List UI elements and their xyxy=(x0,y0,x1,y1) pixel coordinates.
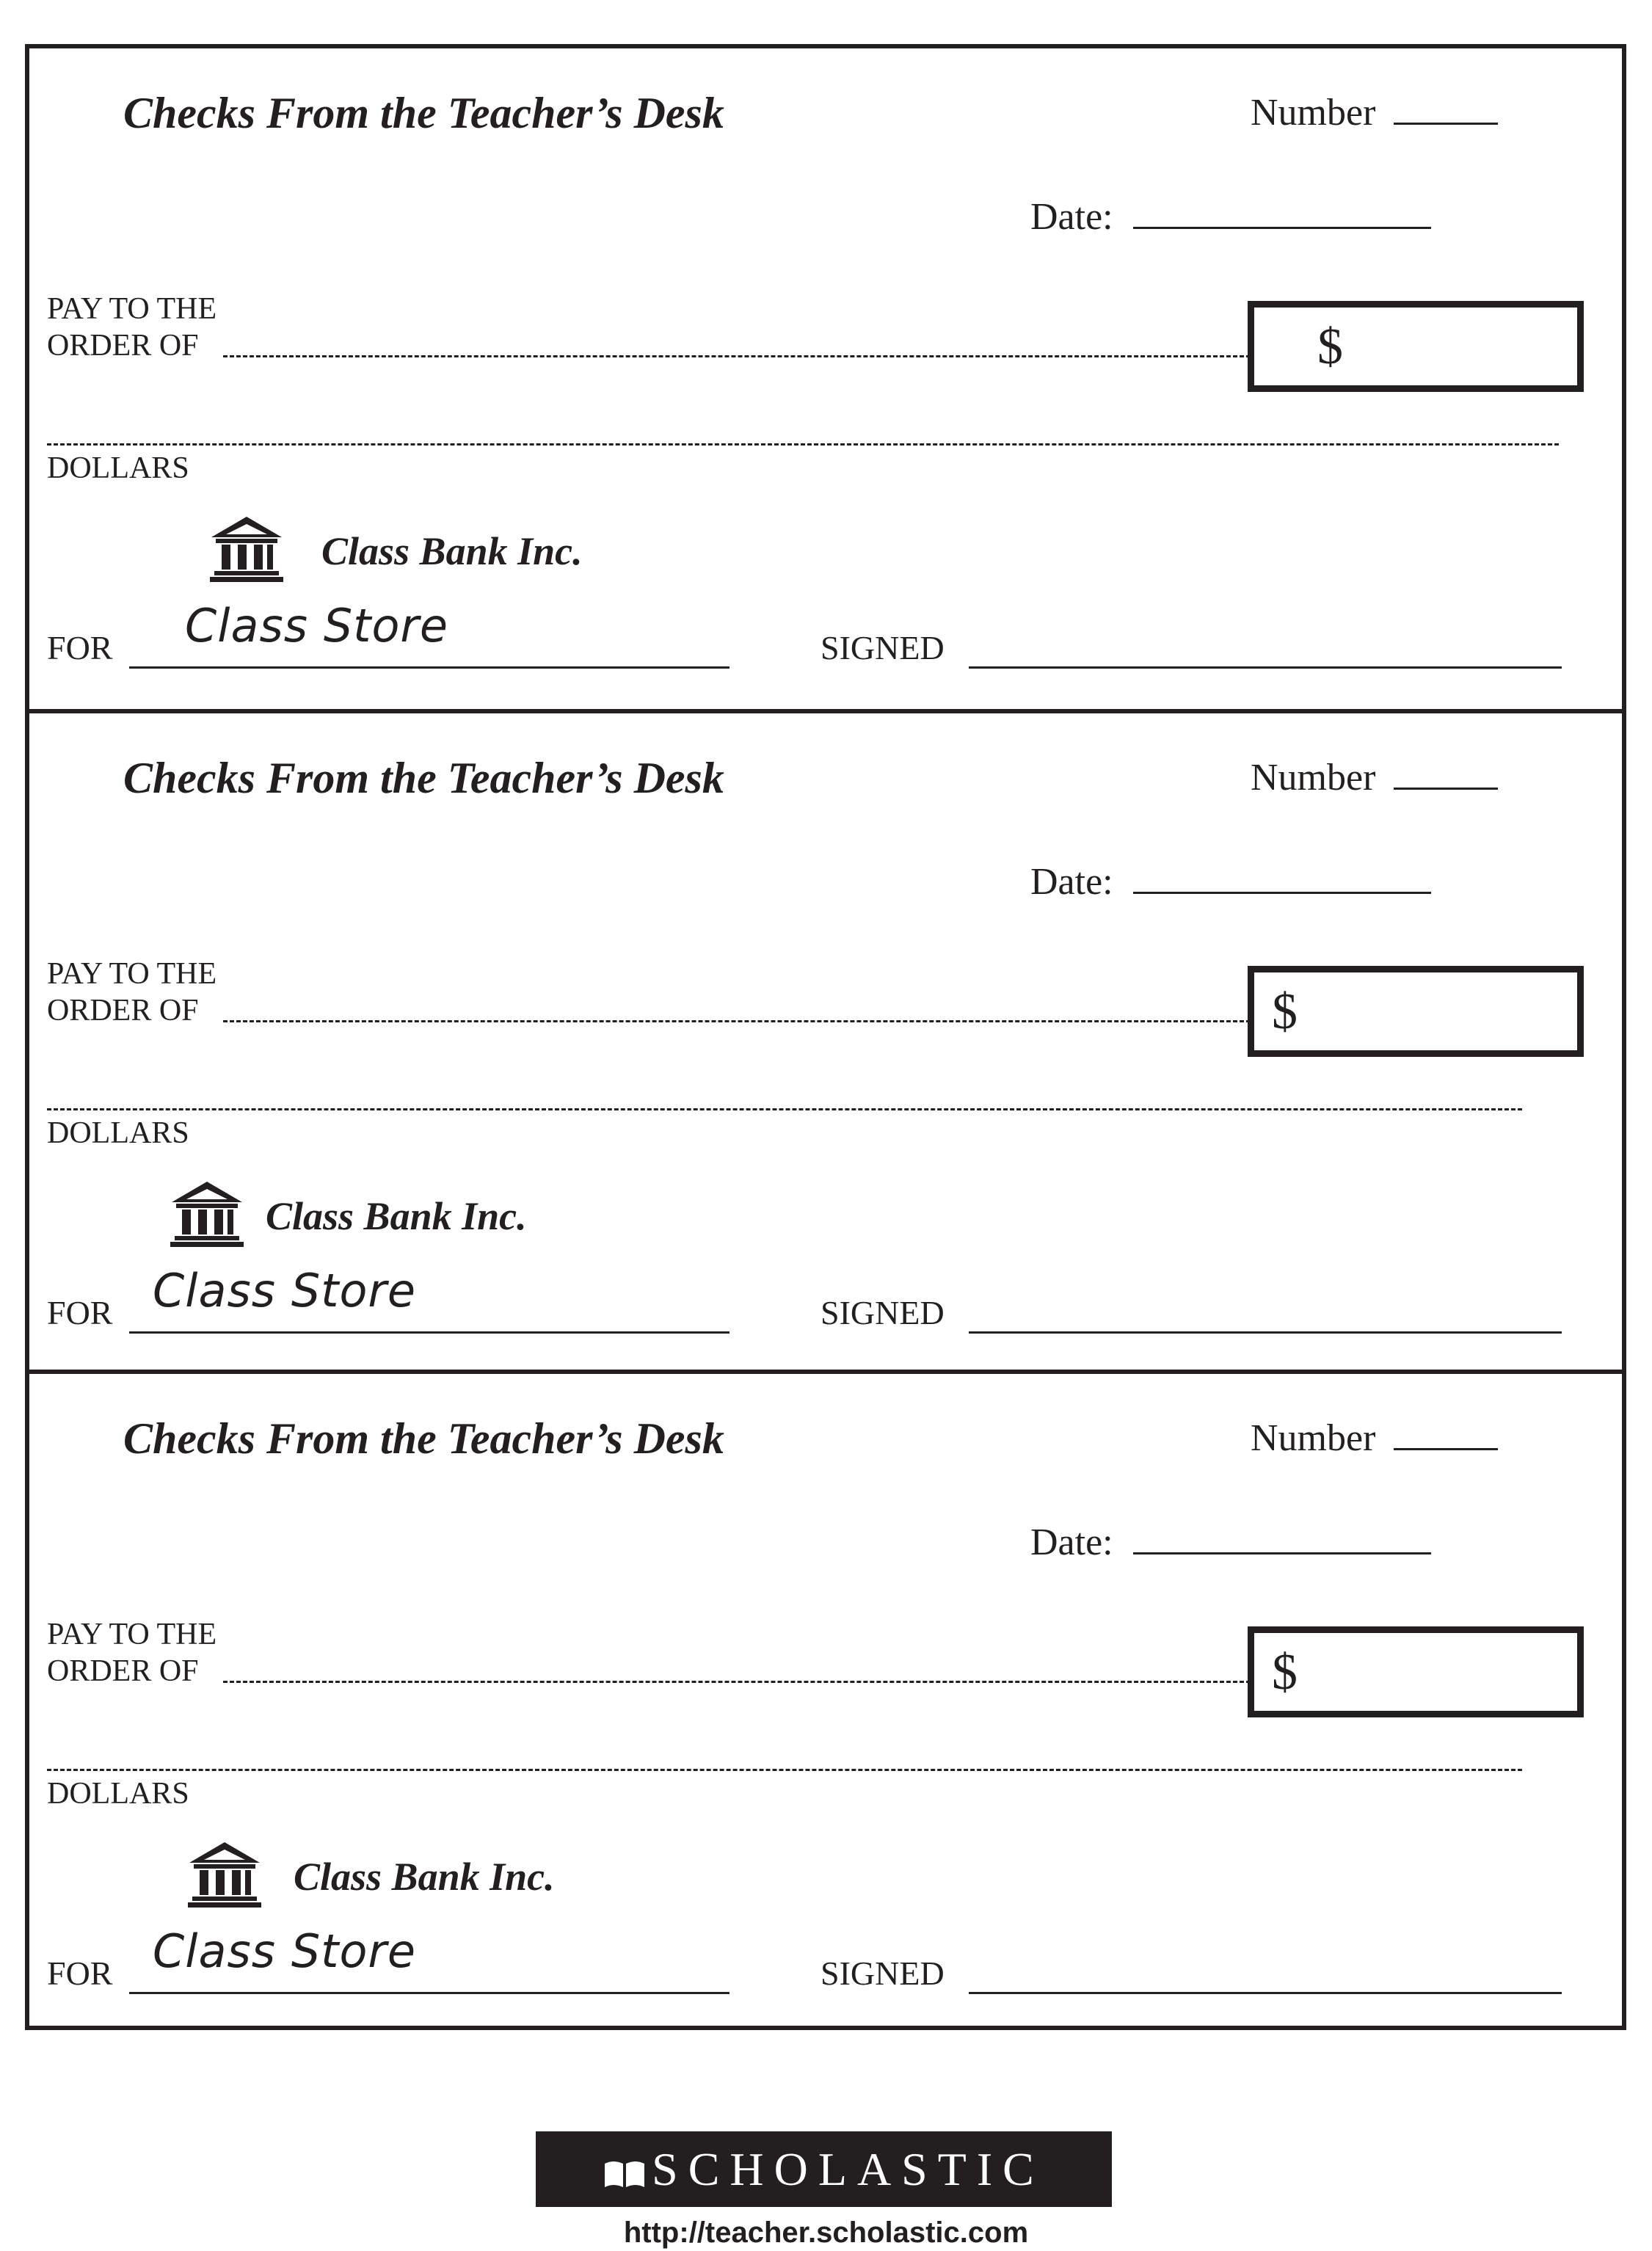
for-line[interactable] xyxy=(129,666,729,669)
number-label: Number xyxy=(1251,92,1376,134)
date-line[interactable] xyxy=(1133,1523,1431,1554)
open-book-icon xyxy=(603,2159,646,2189)
amount-box[interactable] xyxy=(1248,301,1584,392)
number-field xyxy=(1251,91,1498,134)
signed-label: SIGNED xyxy=(820,1294,945,1331)
date-label: Date: xyxy=(1030,861,1113,903)
scholastic-logo[interactable] xyxy=(536,2131,1112,2207)
signature-line[interactable] xyxy=(969,666,1562,669)
number-label: Number xyxy=(1251,1417,1376,1459)
pay-to-line2: ORDER OF xyxy=(47,329,199,363)
bank-building-icon xyxy=(186,1841,263,1910)
for-line[interactable] xyxy=(129,1992,729,1994)
number-line[interactable] xyxy=(1394,93,1498,125)
pay-to-line2: ORDER OF xyxy=(47,994,199,1028)
signature-line[interactable] xyxy=(969,1331,1562,1334)
signed-label: SIGNED xyxy=(820,629,945,666)
dollar-sign: $ xyxy=(1272,983,1298,1040)
for-label: FOR xyxy=(47,1954,113,1992)
dollars-label: DOLLARS xyxy=(47,451,189,485)
number-line[interactable] xyxy=(1394,1419,1498,1450)
pay-to-line1: PAY TO THE xyxy=(47,1618,217,1651)
bank-building-icon xyxy=(208,515,285,584)
date-field xyxy=(1030,195,1431,239)
signature-line[interactable] xyxy=(969,1992,1562,1994)
pay-to-line2: ORDER OF xyxy=(47,1654,199,1688)
amount-box[interactable] xyxy=(1248,966,1584,1057)
for-value: Class Store xyxy=(185,599,449,652)
check-2 xyxy=(29,709,1622,1374)
for-label: FOR xyxy=(47,1294,113,1331)
number-field xyxy=(1251,1417,1498,1460)
dollar-sign: $ xyxy=(1317,319,1343,375)
number-field xyxy=(1251,756,1498,799)
for-label: FOR xyxy=(47,629,113,666)
bank-name: Class Bank Inc. xyxy=(321,529,583,573)
pay-to-label xyxy=(47,291,216,364)
dollars-label: DOLLARS xyxy=(47,1116,189,1150)
payee-line[interactable] xyxy=(223,1681,1251,1683)
date-label: Date: xyxy=(1030,1521,1113,1563)
pay-to-label xyxy=(47,1616,216,1690)
bank-name: Class Bank Inc. xyxy=(294,1855,555,1899)
pay-to-label xyxy=(47,956,216,1029)
check-title: Checks From the Teacher’s Desk xyxy=(123,754,724,802)
amount-words-line[interactable] xyxy=(47,1108,1522,1110)
dollar-sign: $ xyxy=(1272,1644,1298,1701)
pay-to-line1: PAY TO THE xyxy=(47,292,217,326)
payee-line[interactable] xyxy=(223,355,1251,357)
date-line[interactable] xyxy=(1133,862,1431,894)
footer-url[interactable]: http://teacher.scholastic.com xyxy=(623,2217,1029,2249)
check-sheet xyxy=(25,44,1626,2030)
number-line[interactable] xyxy=(1394,758,1498,790)
for-value: Class Store xyxy=(153,1924,417,1978)
bank-building-icon xyxy=(169,1180,245,1249)
check-1 xyxy=(29,48,1622,709)
dollars-label: DOLLARS xyxy=(47,1777,189,1811)
number-label: Number xyxy=(1251,757,1376,799)
check-3 xyxy=(29,1370,1622,2034)
amount-words-line[interactable] xyxy=(47,1769,1522,1771)
pay-to-line1: PAY TO THE xyxy=(47,957,217,991)
bank-name: Class Bank Inc. xyxy=(266,1194,527,1238)
date-field xyxy=(1030,1521,1431,1564)
signed-label: SIGNED xyxy=(820,1954,945,1992)
for-value: Class Store xyxy=(153,1264,417,1317)
payee-line[interactable] xyxy=(223,1020,1251,1022)
logo-text: SCHOLASTIC xyxy=(652,2143,1044,2195)
date-label: Date: xyxy=(1030,196,1113,238)
date-field xyxy=(1030,860,1431,903)
check-title: Checks From the Teacher’s Desk xyxy=(123,89,724,137)
amount-box[interactable] xyxy=(1248,1626,1584,1717)
amount-words-line[interactable] xyxy=(47,443,1559,446)
for-line[interactable] xyxy=(129,1331,729,1334)
date-line[interactable] xyxy=(1133,197,1431,229)
check-title: Checks From the Teacher’s Desk xyxy=(123,1414,724,1463)
